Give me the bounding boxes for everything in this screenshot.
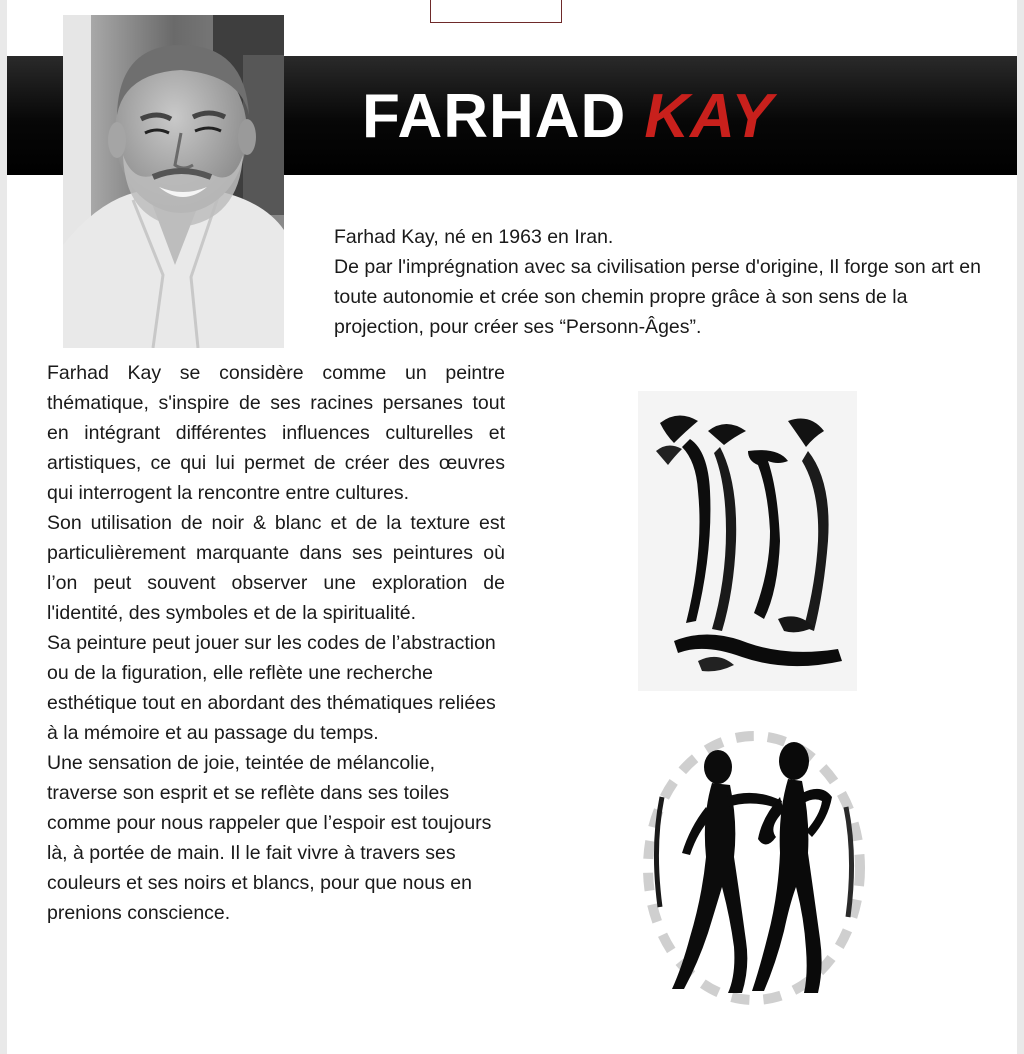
- biography-text: [47, 358, 505, 928]
- artist-name-title: [362, 78, 774, 156]
- bio-paragraph-2: Son utilisation de noir & blanc et de la texture est particulièrement marquante dans ses peintures où l’on peut souvent observer une exploration de l'identité, des symboles et de la spiritualité.: [47, 512, 505, 624]
- last-name: KAY: [644, 82, 774, 151]
- two-figures-painting-icon: [642, 727, 866, 1009]
- intro-text: [334, 222, 984, 342]
- intro-line-origin: De par l'imprégnation avec sa civilisation perse d'origine, Il forge son art en toute autonomie et crée son chemin propre grâce à son sens de la projection, pour créer ses “Personn-Âges”.: [334, 256, 981, 338]
- artwork-two-figures: [642, 727, 866, 1009]
- top-outline-box: [430, 0, 562, 23]
- intro-line-birth: Farhad Kay, né en 1963 en Iran.: [334, 226, 614, 248]
- first-name: FARHAD: [362, 82, 627, 151]
- abstract-brushstroke-painting-icon: [638, 391, 857, 691]
- page-edge-left: [0, 0, 7, 1054]
- artwork-abstract-brushstrokes: [638, 391, 857, 691]
- page-edge-right: [1017, 0, 1024, 1054]
- bio-paragraph-4: Une sensation de joie, teintée de mélancolie, traverse son esprit et se reflète dans ses toiles comme pour nous rappeler que l’espoir est toujours là, à portée de main. Il le fait vivre à travers ses couleurs et ses noirs et blancs, pour que nous en prenions conscience.: [47, 752, 492, 924]
- bio-paragraph-1: Farhad Kay se considère comme un peintre thématique, s'inspire de ses racines persanes tout en intégrant différentes influences culturelles et artistiques, ce qui lui permet de créer des œuvres qui interrogent la rencontre entre cultures.: [47, 362, 505, 504]
- artist-portrait-photo: [63, 15, 284, 348]
- bio-paragraph-3: Sa peinture peut jouer sur les codes de l’abstraction ou de la figuration, elle reflète une recherche esthétique tout en abordant des thématiques reliées à la mémoire et au passage du temps.: [47, 632, 496, 744]
- portrait-icon: [63, 15, 284, 348]
